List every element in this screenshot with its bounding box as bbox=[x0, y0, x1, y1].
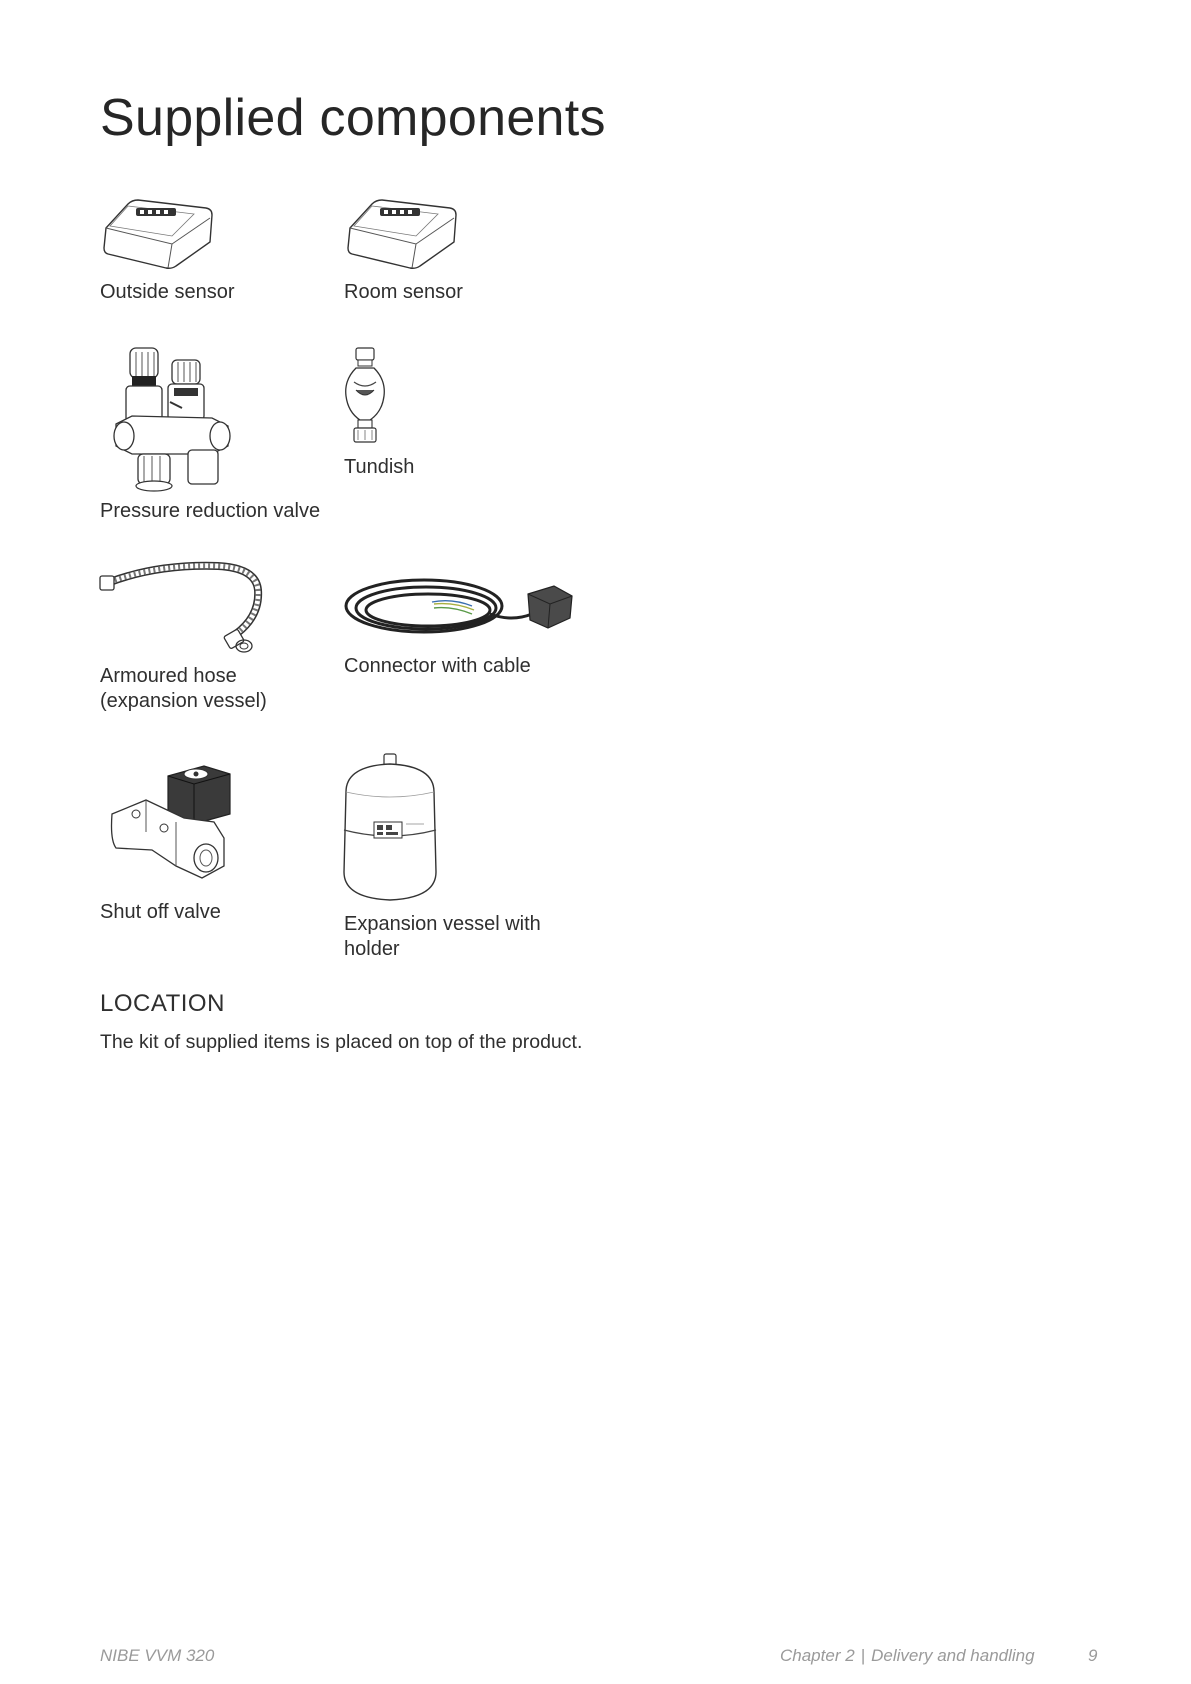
outside-sensor-icon bbox=[98, 192, 218, 274]
page-title: Supplied components bbox=[100, 89, 606, 147]
footer-section: Delivery and handling bbox=[871, 1646, 1035, 1665]
label-line: Room sensor bbox=[344, 281, 463, 303]
pressure-reduction-valve-icon bbox=[112, 346, 236, 492]
footer-product: NIBE VVM 320 bbox=[100, 1646, 215, 1665]
component-label bbox=[344, 280, 463, 305]
label-line: Shut off valve bbox=[100, 901, 221, 923]
label-line: Armoured hose bbox=[100, 665, 237, 687]
tundish-icon bbox=[342, 346, 388, 446]
connector-cable-icon bbox=[342, 570, 576, 642]
label-line: holder bbox=[344, 938, 400, 960]
component-label bbox=[344, 912, 541, 962]
component-label bbox=[344, 654, 531, 679]
component-label bbox=[100, 280, 235, 305]
shut-off-valve-icon bbox=[106, 762, 236, 882]
label-line: Outside sensor bbox=[100, 281, 235, 303]
label-line: Pressure reduction valve bbox=[100, 500, 321, 522]
label-line: Tundish bbox=[344, 456, 415, 478]
component-label bbox=[100, 499, 320, 524]
component-label bbox=[100, 900, 221, 925]
label-line: Connector with cable bbox=[344, 655, 531, 677]
component-label bbox=[100, 664, 267, 714]
label-line: Expansion vessel with bbox=[344, 913, 541, 935]
footer-separator: | bbox=[860, 1646, 866, 1665]
component-label bbox=[344, 455, 414, 480]
location-heading: LOCATION bbox=[100, 990, 225, 1017]
location-text: The kit of supplied items is placed on top of the product. bbox=[100, 1031, 583, 1053]
label-line: (expansion vessel) bbox=[100, 690, 267, 712]
footer-chapter-label: Chapter 2 bbox=[780, 1646, 855, 1665]
room-sensor-icon bbox=[342, 192, 462, 274]
footer-chapter bbox=[780, 1646, 1035, 1666]
armoured-hose-icon bbox=[98, 560, 274, 656]
expansion-vessel-icon bbox=[340, 752, 442, 904]
page-number: 9 bbox=[1088, 1646, 1098, 1665]
